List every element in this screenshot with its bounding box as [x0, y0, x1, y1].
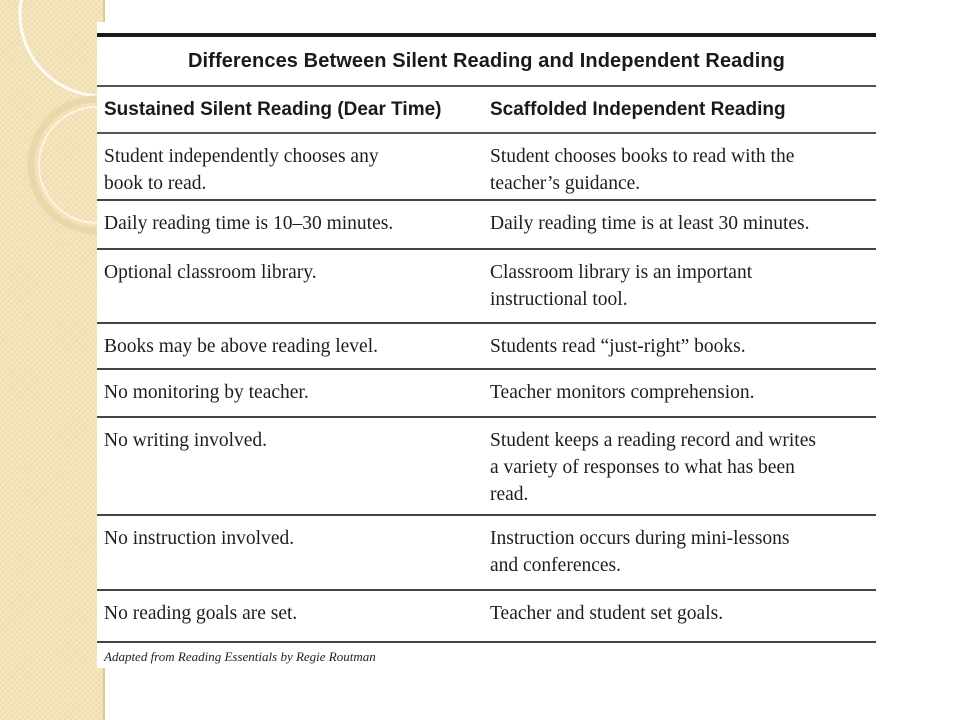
table-cell-left [97, 418, 483, 454]
table-cell-right [483, 250, 876, 313]
table-row [97, 516, 876, 589]
table-cell-left [97, 370, 483, 406]
header-right: Scaffolded Independent Reading [490, 98, 786, 120]
table-body [97, 134, 876, 643]
cell-line: Student keeps a reading record and writes [490, 430, 816, 451]
table-cell-right [483, 134, 876, 197]
table-cell-right [483, 324, 876, 360]
table-row [97, 324, 876, 368]
cell-line: and conferences. [490, 555, 622, 576]
table-cell-left [97, 250, 483, 286]
cell-line: Teacher and student set goals. [490, 603, 724, 624]
table-row [97, 370, 876, 416]
cell-line: Instruction occurs during mini-lessons [490, 528, 790, 549]
table-row [97, 418, 876, 514]
cell-line: instructional tool. [490, 289, 628, 310]
cell-line: book to read. [104, 173, 207, 194]
cell-line: Students read “just-right” books. [490, 336, 746, 357]
comparison-table [97, 33, 876, 665]
table-row [97, 591, 876, 641]
table-title: Differences Between Silent Reading and Independent Reading [187, 49, 785, 72]
table-cell-left [97, 324, 483, 360]
cell-line: a variety of responses to what has been [490, 457, 795, 478]
cell-line: Books may be above reading level. [104, 336, 378, 357]
table-row [97, 134, 876, 199]
cell-line: Classroom library is an important [490, 262, 753, 283]
table-footnote: Adapted from Reading Essentials by Regie Routman [104, 649, 376, 664]
table-cell-right [483, 418, 876, 508]
table-cell-right [483, 591, 876, 627]
cell-line: Student chooses books to read with the [490, 146, 795, 167]
table-row [97, 201, 876, 248]
row-rule [97, 641, 876, 643]
cell-line: Student independently chooses any [104, 146, 379, 167]
header-row [97, 87, 876, 132]
table-cell-right [483, 516, 876, 579]
cell-line: Teacher monitors comprehension. [490, 382, 755, 403]
cell-line: No reading goals are set. [104, 603, 298, 624]
cell-line: teacher’s guidance. [490, 173, 641, 194]
cell-line: read. [490, 484, 529, 505]
cell-line: No instruction involved. [104, 528, 295, 549]
table-cell-left [97, 516, 483, 552]
table-row [97, 250, 876, 322]
table-cell-left [97, 591, 483, 627]
cell-line: Optional classroom library. [104, 262, 317, 283]
table-cell-right [483, 370, 876, 406]
cell-line: Daily reading time is 10–30 minutes. [104, 213, 394, 234]
table-cell-right [483, 201, 876, 237]
cell-line: Daily reading time is at least 30 minutes. [490, 213, 810, 234]
cell-line: No monitoring by teacher. [104, 382, 309, 403]
table-cell-left [97, 134, 483, 197]
table-cell-left [97, 201, 483, 237]
cell-line: No writing involved. [104, 430, 268, 451]
header-left: Sustained Silent Reading (Dear Time) [104, 98, 442, 120]
